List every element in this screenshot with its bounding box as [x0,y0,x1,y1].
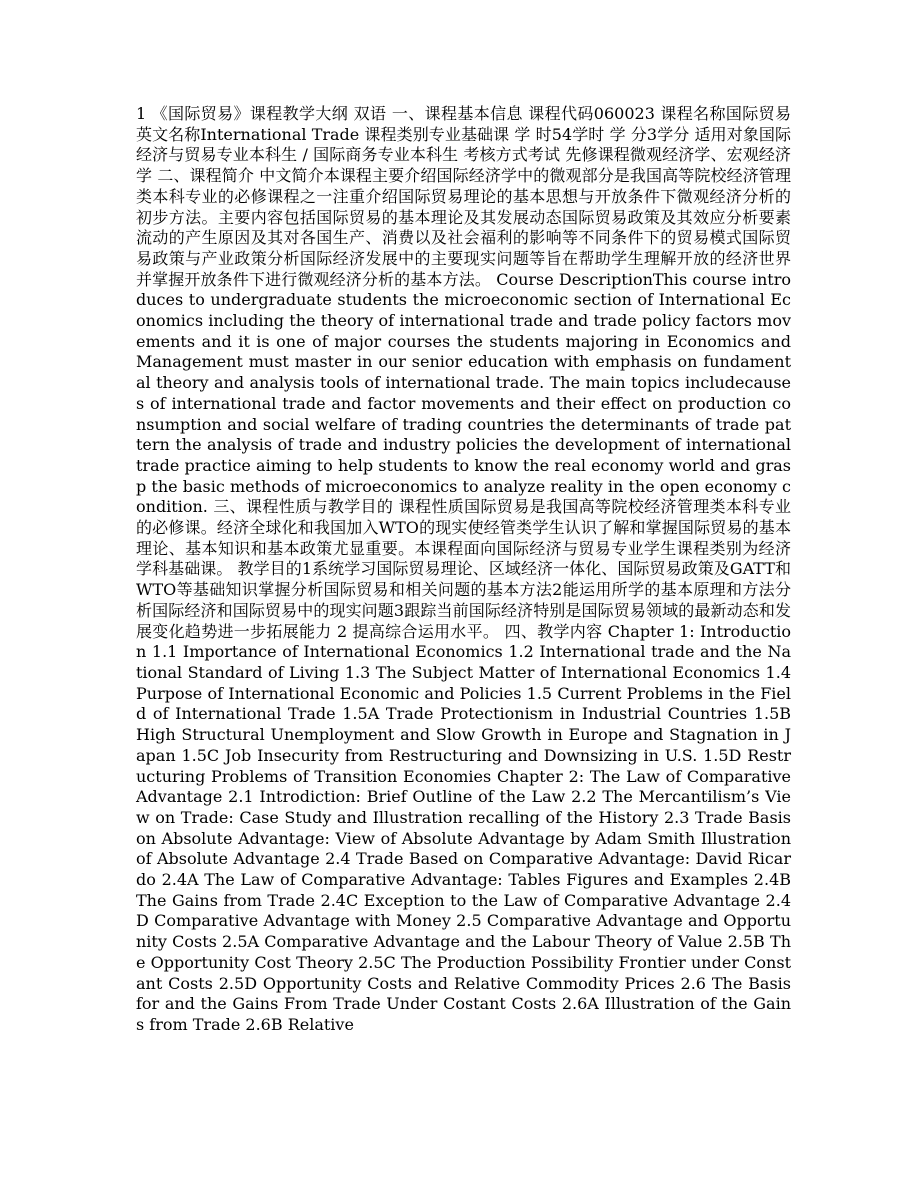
syllabus-body-text: 1 《国际贸易》课程教学大纲 双语 一、课程基本信息 课程代码060023 课程名称国际贸易 英文名称International Trade 课程类别专业基础课 学 时54学时 学 分3学分 适用对象国际经济与贸易专业本科生 / 国际商务专业本科生 考核方式考试 先修课程微观经济学、宏观经济学 二、课程简介 中文简介本课程主要介绍国际经济学中的微观部分是我国高等院校经济管理类本科专业的必修课程之一注重介绍国际贸易理论的基本思想与开放条件下微观经济分析的初步方法。主要内容包括国际贸易的基本理论及其发展动态国际贸易政策及其效应分析要素流动的产生原因及其对各国生产、消费以及社会福利的影响等不同条件下的贸易模式国际贸易政策与产业政策分析国际经济发展中的主要现实问题等旨在帮助学生理解开放的经济世界并掌握开放条件下进行微观经济分析的基本方法。 Course DescriptionThis course introduces to undergraduate students the microeconomic section of International Economics including the theory of international trade and trade policy factors movements and it is one of major courses the students majoring in Economics and Management must master in our senior education with emphasis on fundamental theory and analysis tools of international trade. The main topics includecauses of international trade and factor movements and their effect on production consumption and social welfare of trading countries the determinants of trade pattern the analysis of trade and industry policies the development of international trade practice aiming to help students to know the real economy world and grasp the basic methods of microeconomics to analyze reality in the open economy condition. 三、课程性质与教学目的 课程性质国际贸易是我国高等院校经济管理类本科专业的必修课。经济全球化和我国加入WTO的现实使经管类学生认识了解和掌握国际贸易的基本理论、基本知识和基本政策尤显重要。本课程面向国际经济与贸易专业学生课程类别为经济学科基础课。 教学目的1系统学习国际贸易理论、区域经济一体化、国际贸易政策及GATT和WTO等基础知识掌握分析国际贸易和相关问题的基本方法2能运用所学的基本原理和方法分析国际经济和国际贸易中的现实问题3跟踪当前国际经济特别是国际贸易领域的最新动态和发展变化趋势进一步拓展能力 2 提高综合运用水平。 四、教学内容 Chapter 1: Introduction 1.1 Importance of International Economics 1.2 International trade and the National Standard of Living 1.3 The Subject Matter of International Economics 1.4 Purpose of International Economic and Policies 1.5 Current Problems in the Field of International Trade 1.5A Trade Protectionism in Industrial Countries 1.5B High Structural Unemployment and Slow Growth in Europe and Stagnation in Japan 1.5C Job Insecurity from Restructuring and Downsizing in U.S. 1.5D Restructuring Problems of Transition Economies Chapter 2: The Law of Comparative Advantage 2.1 Introdiction: Brief Outline of the Law 2.2 The Mercantilism’s View on Trade: Case Study and Illustration recalling of the History 2.3 Trade Basis on Absolute Advantage: View of Absolute Advantage by Adam Smith Illustration of Absolute Advantage 2.4 Trade Based on Comparative Advantage: David Ricardo 2.4A The Law of Comparative Advantage: Tables Figures and Examples 2.4B The Gains from Trade 2.4C Exception to the Law of Comparative Advantage 2.4D Comparative Advantage with Money 2.5 Comparative Advantage and Opportunity Costs 2.5A Comparative Advantage and the Labour Theory of Value 2.5B The Opportunity Cost Theory 2.5C The Production Possibility Frontier under Constant Costs 2.5D Opportunity Costs and Relative Commodity Prices 2.6 The Basis for and the Gains From Trade Under Costant Costs 2.6A Illustration of the Gains from Trade 2.6B Relative [136,104,791,1034]
